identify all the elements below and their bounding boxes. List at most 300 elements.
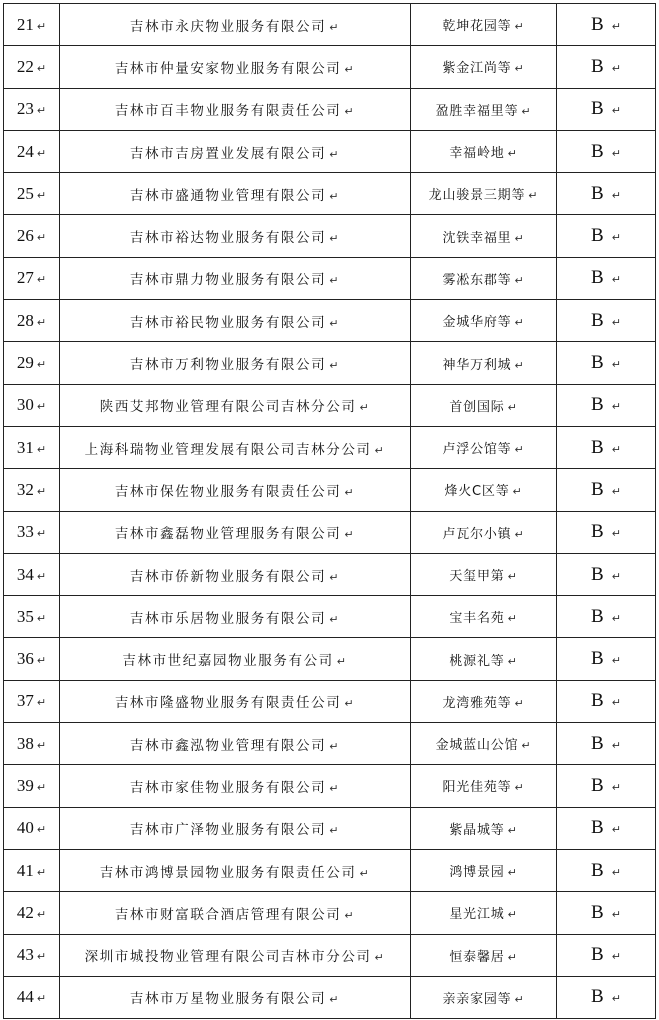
- paragraph-mark-icon: ↵: [36, 738, 47, 752]
- rating-grade-cell: [557, 723, 656, 765]
- company-name-cell: [60, 130, 411, 172]
- rating-grade-cell: [557, 511, 656, 553]
- paragraph-mark-icon: ↵: [611, 231, 621, 245]
- company-name: 吉林市仲量安家物业服务有限公司: [114, 60, 342, 77]
- row-number-cell: [4, 384, 60, 426]
- rating-grade-cell: [557, 934, 656, 976]
- company-name: 吉林市家佳物业服务有限公司: [129, 779, 327, 796]
- company-name-cell: [60, 257, 411, 299]
- row-number-cell: [4, 680, 60, 722]
- paragraph-mark-icon: ↵: [36, 146, 47, 160]
- paragraph-mark-icon: ↵: [329, 316, 341, 330]
- table-row: [4, 300, 656, 342]
- project-name-cell: [411, 384, 557, 426]
- project-name-cell: [411, 849, 557, 891]
- paragraph-mark-icon: ↵: [36, 358, 47, 372]
- table-row: [4, 511, 656, 553]
- rating-grade: B: [591, 309, 604, 331]
- project-name-cell: [411, 257, 557, 299]
- paragraph-mark-icon: ↵: [507, 908, 518, 922]
- rating-grade: B: [591, 140, 604, 162]
- paragraph-mark-icon: ↵: [36, 865, 47, 879]
- company-name-cell: [60, 892, 411, 934]
- row-number: 32: [16, 479, 34, 499]
- paragraph-mark-icon: ↵: [507, 400, 518, 414]
- paragraph-mark-icon: ↵: [36, 950, 47, 964]
- row-number: 44: [16, 987, 34, 1007]
- row-number: 25: [16, 183, 34, 203]
- rating-grade: B: [591, 986, 604, 1008]
- row-number-cell: [4, 426, 60, 468]
- paragraph-mark-icon: ↵: [611, 315, 621, 329]
- paragraph-mark-icon: ↵: [36, 780, 47, 794]
- row-number: 43: [16, 945, 34, 965]
- company-name-cell: [60, 469, 411, 511]
- table-row: [4, 469, 656, 511]
- company-name: 吉林市盛通物业管理有限公司: [129, 187, 327, 204]
- rating-grade: B: [591, 690, 604, 712]
- company-name: 吉林市鼎力物业服务有限公司: [129, 272, 327, 289]
- row-number: 38: [16, 733, 34, 753]
- company-name: 吉林市裕达物业服务有限公司: [129, 230, 327, 247]
- paragraph-mark-icon: ↵: [611, 992, 621, 1006]
- paragraph-mark-icon: ↵: [344, 62, 356, 76]
- row-number-cell: [4, 342, 60, 384]
- row-number: 22: [16, 56, 34, 76]
- paragraph-mark-icon: ↵: [611, 696, 621, 710]
- paragraph-mark-icon: ↵: [611, 823, 621, 837]
- property-rating-table: [3, 3, 656, 1019]
- table-row: [4, 342, 656, 384]
- rating-grade: B: [591, 774, 604, 796]
- project-name-cell: [411, 934, 557, 976]
- table-row: [4, 765, 656, 807]
- paragraph-mark-icon: ↵: [329, 359, 341, 373]
- table-row: [4, 723, 656, 765]
- paragraph-mark-icon: ↵: [611, 442, 621, 456]
- company-name-cell: [60, 88, 411, 130]
- project-name: 紫金江尚等: [442, 61, 512, 77]
- paragraph-mark-icon: ↵: [514, 273, 525, 287]
- project-name-cell: [411, 88, 557, 130]
- row-number-cell: [4, 723, 60, 765]
- table-row: [4, 934, 656, 976]
- paragraph-mark-icon: ↵: [611, 907, 621, 921]
- project-name: 烽火C区等: [444, 484, 510, 500]
- table-row: [4, 807, 656, 849]
- paragraph-mark-icon: ↵: [507, 823, 518, 837]
- company-name-cell: [60, 638, 411, 680]
- project-name: 神华万利城: [442, 357, 512, 373]
- paragraph-mark-icon: ↵: [344, 528, 356, 542]
- row-number-cell: [4, 88, 60, 130]
- rating-grade: B: [591, 859, 604, 881]
- paragraph-mark-icon: ↵: [36, 907, 47, 921]
- row-number: 39: [16, 775, 34, 795]
- row-number-cell: [4, 976, 60, 1018]
- project-name-cell: [411, 426, 557, 468]
- project-name: 鸿博景园: [449, 865, 505, 881]
- company-name-cell: [60, 426, 411, 468]
- project-name-cell: [411, 553, 557, 595]
- rating-grade-cell: [557, 976, 656, 1018]
- paragraph-mark-icon: ↵: [611, 358, 621, 372]
- project-name-cell: [411, 596, 557, 638]
- rating-grade: B: [591, 352, 604, 374]
- paragraph-mark-icon: ↵: [611, 611, 621, 625]
- paragraph-mark-icon: ↵: [611, 780, 621, 794]
- company-name-cell: [60, 511, 411, 553]
- company-name: 吉林市侨新物业服务有限公司: [129, 568, 327, 585]
- company-name-cell: [60, 807, 411, 849]
- rating-grade: B: [591, 394, 604, 416]
- row-number-cell: [4, 553, 60, 595]
- company-name: 上海科瑞物业管理发展有限公司吉林分公司: [84, 441, 372, 458]
- row-number-cell: [4, 130, 60, 172]
- paragraph-mark-icon: ↵: [329, 189, 341, 203]
- paragraph-mark-icon: ↵: [329, 781, 341, 795]
- project-name: 恒泰馨居: [449, 949, 505, 965]
- company-name: 吉林市鑫磊物业管理服务有限公司: [114, 526, 342, 543]
- project-name: 桃源礼等: [449, 653, 505, 669]
- company-name-cell: [60, 4, 411, 46]
- paragraph-mark-icon: ↵: [514, 316, 525, 330]
- project-name-cell: [411, 892, 557, 934]
- paragraph-mark-icon: ↵: [359, 866, 371, 880]
- table-row: [4, 173, 656, 215]
- table-row: [4, 130, 656, 172]
- paragraph-mark-icon: ↵: [36, 442, 47, 456]
- paragraph-mark-icon: ↵: [329, 20, 341, 34]
- row-number: 29: [16, 353, 34, 373]
- company-name-cell: [60, 934, 411, 976]
- row-number-cell: [4, 4, 60, 46]
- row-number: 30: [16, 395, 34, 415]
- table-row: [4, 215, 656, 257]
- project-name-cell: [411, 300, 557, 342]
- company-name: 吉林市裕民物业服务有限公司: [129, 314, 327, 331]
- row-number: 42: [16, 902, 34, 922]
- paragraph-mark-icon: ↵: [611, 654, 621, 668]
- paragraph-mark-icon: ↵: [611, 527, 621, 541]
- paragraph-mark-icon: ↵: [611, 61, 621, 75]
- project-name: 星光江城: [449, 907, 505, 923]
- company-name-cell: [60, 300, 411, 342]
- project-name-cell: [411, 46, 557, 88]
- paragraph-mark-icon: ↵: [36, 400, 47, 414]
- paragraph-mark-icon: ↵: [611, 865, 621, 879]
- project-name-cell: [411, 342, 557, 384]
- rating-grade-cell: [557, 892, 656, 934]
- paragraph-mark-icon: ↵: [336, 655, 348, 669]
- paragraph-mark-icon: ↵: [344, 908, 356, 922]
- paragraph-mark-icon: ↵: [611, 146, 621, 160]
- row-number-cell: [4, 215, 60, 257]
- paragraph-mark-icon: ↵: [36, 315, 47, 329]
- project-name-cell: [411, 807, 557, 849]
- rating-grade: B: [591, 944, 604, 966]
- table-row: [4, 384, 656, 426]
- rating-grade: B: [591, 478, 604, 500]
- project-name: 盈胜幸福里等: [435, 103, 519, 119]
- project-name-cell: [411, 680, 557, 722]
- project-name: 卢瓦尔小镇: [442, 526, 512, 542]
- paragraph-mark-icon: ↵: [514, 781, 525, 795]
- company-name: 吉林市世纪嘉园物业服务有公司: [122, 653, 334, 670]
- company-name-cell: [60, 553, 411, 595]
- rating-grade-cell: [557, 807, 656, 849]
- row-number-cell: [4, 173, 60, 215]
- row-number-cell: [4, 596, 60, 638]
- paragraph-mark-icon: ↵: [611, 484, 621, 498]
- row-number-cell: [4, 511, 60, 553]
- rating-grade-cell: [557, 469, 656, 511]
- table-body: [4, 4, 656, 1019]
- paragraph-mark-icon: ↵: [374, 951, 386, 965]
- table-row: [4, 4, 656, 46]
- rating-grade: B: [591, 521, 604, 543]
- project-name-cell: [411, 469, 557, 511]
- paragraph-mark-icon: ↵: [507, 866, 518, 880]
- paragraph-mark-icon: ↵: [611, 188, 621, 202]
- company-name: 深圳市城投物业管理有限公司吉林市分公司: [84, 949, 372, 966]
- table-row: [4, 892, 656, 934]
- paragraph-mark-icon: ↵: [611, 950, 621, 964]
- row-number: 24: [16, 141, 34, 161]
- row-number: 31: [16, 437, 34, 457]
- paragraph-mark-icon: ↵: [514, 358, 525, 372]
- paragraph-mark-icon: ↵: [507, 570, 518, 583]
- rating-grade-cell: [557, 215, 656, 257]
- rating-grade: B: [591, 563, 604, 585]
- paragraph-mark-icon: ↵: [521, 739, 532, 753]
- table-row: [4, 849, 656, 891]
- rating-grade-cell: [557, 130, 656, 172]
- rating-grade: B: [591, 225, 604, 247]
- company-name: 吉林市百丰物业服务有限责任公司: [114, 103, 342, 120]
- project-name: 金城华府等: [442, 315, 512, 331]
- company-name: 吉林市永庆物业服务有限公司: [129, 18, 327, 35]
- rating-grade: B: [591, 267, 604, 289]
- rating-grade: B: [591, 732, 604, 754]
- row-number-cell: [4, 300, 60, 342]
- paragraph-mark-icon: ↵: [36, 696, 47, 710]
- row-number-cell: [4, 257, 60, 299]
- table-row: [4, 596, 656, 638]
- paragraph-mark-icon: ↵: [329, 232, 341, 246]
- row-number: 40: [16, 818, 34, 838]
- project-name-cell: [411, 173, 557, 215]
- paragraph-mark-icon: ↵: [36, 19, 47, 33]
- row-number-cell: [4, 892, 60, 934]
- project-name: 宝丰名苑: [449, 611, 505, 627]
- rating-grade-cell: [557, 342, 656, 384]
- project-name: 乾坤花园等: [442, 19, 512, 35]
- paragraph-mark-icon: ↵: [36, 654, 47, 668]
- rating-grade: B: [591, 98, 604, 120]
- project-name-cell: [411, 723, 557, 765]
- company-name-cell: [60, 342, 411, 384]
- paragraph-mark-icon: ↵: [507, 147, 518, 161]
- paragraph-mark-icon: ↵: [344, 105, 356, 119]
- paragraph-mark-icon: ↵: [514, 20, 525, 34]
- paragraph-mark-icon: ↵: [36, 61, 47, 75]
- row-number: 41: [16, 860, 34, 880]
- paragraph-mark-icon: ↵: [611, 273, 621, 287]
- table-row: [4, 88, 656, 130]
- project-name: 龙山骏景三期等: [428, 188, 526, 204]
- rating-grade: B: [591, 817, 604, 839]
- paragraph-mark-icon: ↵: [514, 992, 525, 1006]
- rating-grade-cell: [557, 46, 656, 88]
- company-name: 吉林市鸿博景园物业服务有限责任公司: [99, 864, 357, 881]
- row-number-cell: [4, 469, 60, 511]
- company-name-cell: [60, 976, 411, 1018]
- paragraph-mark-icon: ↵: [521, 104, 532, 118]
- paragraph-mark-icon: ↵: [36, 569, 47, 583]
- paragraph-mark-icon: ↵: [507, 612, 518, 626]
- row-number-cell: [4, 934, 60, 976]
- project-name-cell: [411, 976, 557, 1018]
- table-row: [4, 638, 656, 680]
- paragraph-mark-icon: ↵: [507, 654, 518, 668]
- paragraph-mark-icon: ↵: [36, 104, 47, 118]
- paragraph-mark-icon: ↵: [329, 824, 341, 838]
- row-number: 28: [16, 310, 34, 330]
- company-name-cell: [60, 849, 411, 891]
- table-row: [4, 257, 656, 299]
- paragraph-mark-icon: ↵: [374, 443, 386, 457]
- row-number-cell: [4, 807, 60, 849]
- paragraph-mark-icon: ↵: [611, 19, 621, 33]
- paragraph-mark-icon: ↵: [514, 527, 525, 541]
- rating-grade: B: [591, 13, 604, 35]
- rating-grade-cell: [557, 173, 656, 215]
- company-name: 吉林市乐居物业服务有限公司: [129, 610, 327, 627]
- project-name-cell: [411, 765, 557, 807]
- rating-grade: B: [591, 901, 604, 923]
- paragraph-mark-icon: ↵: [36, 231, 47, 245]
- project-name-cell: [411, 638, 557, 680]
- paragraph-mark-icon: ↵: [329, 570, 341, 584]
- table-row: [4, 426, 656, 468]
- company-name-cell: [60, 723, 411, 765]
- paragraph-mark-icon: ↵: [514, 231, 525, 245]
- table-row: [4, 46, 656, 88]
- project-name-cell: [411, 511, 557, 553]
- project-name: 沈铁幸福里: [442, 230, 512, 246]
- paragraph-mark-icon: ↵: [512, 485, 523, 499]
- company-name-cell: [60, 215, 411, 257]
- row-number: 26: [16, 226, 34, 246]
- company-name: 陕西艾邦物业管理有限公司吉林分公司: [99, 399, 357, 416]
- paragraph-mark-icon: ↵: [611, 738, 621, 752]
- paragraph-mark-icon: ↵: [528, 189, 539, 203]
- row-number-cell: [4, 46, 60, 88]
- table-row: [4, 976, 656, 1018]
- company-name: 吉林市万利物业服务有限公司: [129, 357, 327, 374]
- paragraph-mark-icon: ↵: [36, 273, 47, 287]
- paragraph-mark-icon: ↵: [36, 992, 47, 1006]
- paragraph-mark-icon: ↵: [329, 993, 341, 1007]
- project-name: 幸福岭地: [449, 146, 505, 162]
- rating-grade-cell: [557, 680, 656, 722]
- paragraph-mark-icon: ↵: [329, 274, 341, 288]
- rating-grade-cell: [557, 553, 656, 595]
- paragraph-mark-icon: ↵: [36, 823, 47, 837]
- rating-grade-cell: [557, 88, 656, 130]
- paragraph-mark-icon: ↵: [507, 950, 518, 964]
- project-name: 雾凇东郡等: [442, 272, 512, 288]
- row-number-cell: [4, 638, 60, 680]
- project-name: 龙湾雅苑等: [442, 695, 512, 711]
- project-name-cell: [411, 130, 557, 172]
- company-name-cell: [60, 173, 411, 215]
- rating-grade-cell: [557, 384, 656, 426]
- row-number: 23: [16, 99, 34, 119]
- paragraph-mark-icon: ↵: [36, 188, 47, 202]
- paragraph-mark-icon: ↵: [329, 739, 341, 753]
- company-name: 吉林市保佐物业服务有限责任公司: [114, 483, 342, 500]
- rating-grade-cell: [557, 765, 656, 807]
- row-number: 21: [16, 14, 34, 34]
- paragraph-mark-icon: ↵: [36, 484, 47, 498]
- paragraph-mark-icon: ↵: [329, 147, 341, 161]
- rating-grade-cell: [557, 257, 656, 299]
- rating-grade: B: [591, 605, 604, 627]
- paragraph-mark-icon: ↵: [36, 527, 47, 541]
- paragraph-mark-icon: ↵: [344, 697, 356, 711]
- paragraph-mark-icon: ↵: [611, 400, 621, 414]
- paragraph-mark-icon: ↵: [611, 104, 621, 118]
- rating-grade-cell: [557, 300, 656, 342]
- paragraph-mark-icon: ↵: [514, 62, 525, 76]
- row-number-cell: [4, 849, 60, 891]
- project-name: 首创国际: [449, 399, 505, 415]
- project-name: 卢浮公馆等: [442, 442, 512, 458]
- company-name-cell: [60, 680, 411, 722]
- paragraph-mark-icon: ↵: [611, 569, 621, 583]
- rating-grade-cell: [557, 4, 656, 46]
- project-name: 阳光佳苑等: [442, 780, 512, 796]
- project-name-cell: [411, 4, 557, 46]
- project-name: 紫晶城等: [449, 822, 505, 838]
- company-name: 吉林市吉房置业发展有限公司: [129, 145, 327, 162]
- paragraph-mark-icon: ↵: [344, 485, 356, 499]
- rating-grade: B: [591, 55, 604, 77]
- company-name: 吉林市隆盛物业服务有限责任公司: [114, 695, 342, 712]
- row-number-cell: [4, 765, 60, 807]
- project-name-cell: [411, 215, 557, 257]
- rating-grade-cell: [557, 638, 656, 680]
- project-name: 亲亲家园等: [442, 991, 512, 1007]
- rating-grade-cell: [557, 596, 656, 638]
- project-name: 金城蓝山公馆: [435, 738, 519, 754]
- row-number: 37: [16, 691, 34, 711]
- company-name-cell: [60, 765, 411, 807]
- rating-grade: B: [591, 182, 604, 204]
- row-number: 36: [16, 649, 34, 669]
- rating-grade: B: [591, 648, 604, 670]
- company-name-cell: [60, 46, 411, 88]
- project-name: 天玺甲第: [449, 569, 505, 584]
- paragraph-mark-icon: ↵: [514, 696, 525, 710]
- paragraph-mark-icon: ↵: [329, 612, 341, 626]
- company-name-cell: [60, 384, 411, 426]
- rating-grade: B: [591, 436, 604, 458]
- row-number: 35: [16, 606, 34, 626]
- paragraph-mark-icon: ↵: [36, 611, 47, 625]
